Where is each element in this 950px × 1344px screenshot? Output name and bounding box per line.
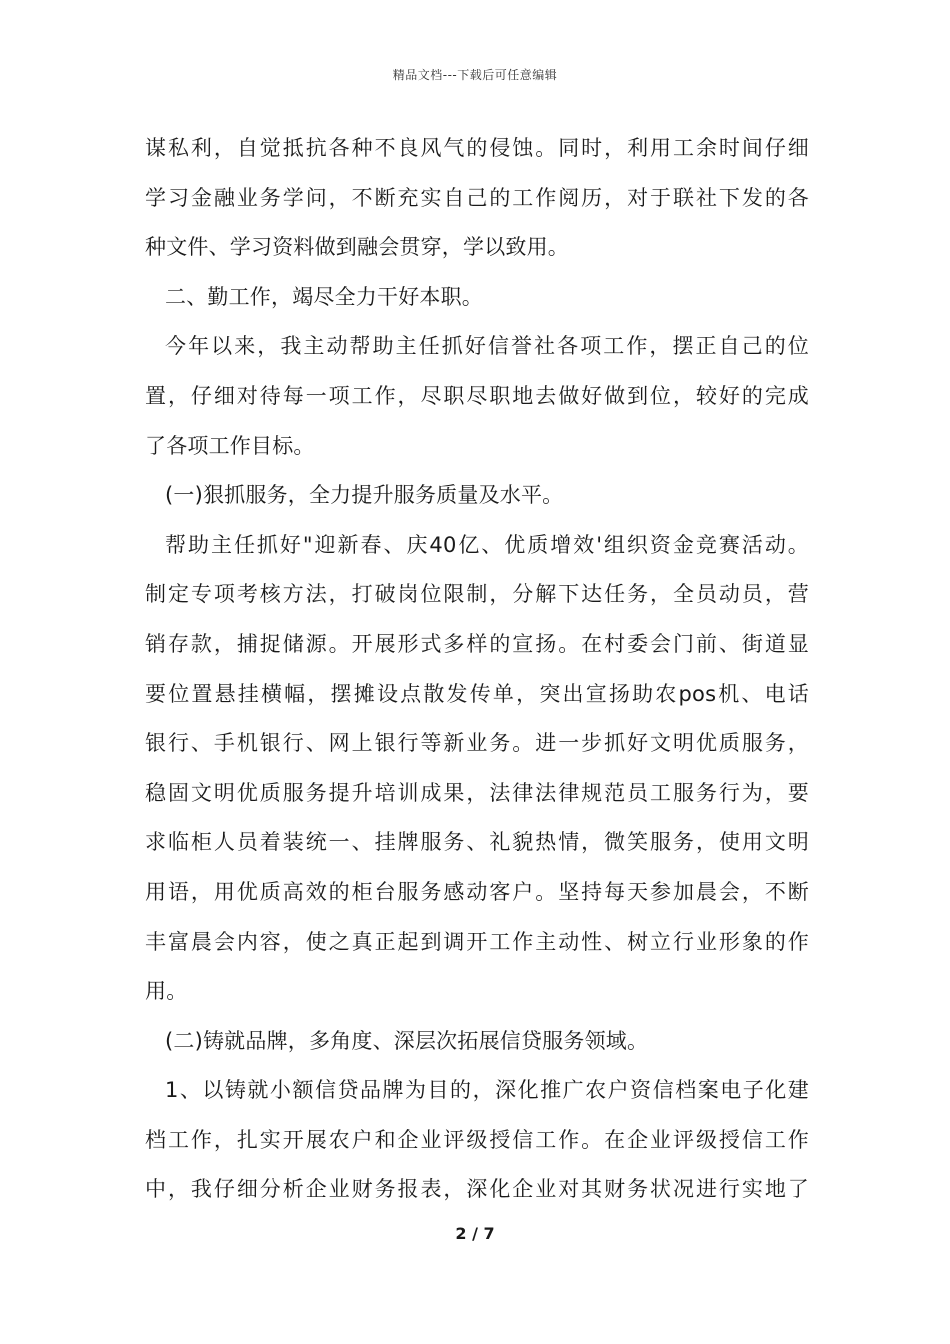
text-line: 要位置悬挂横幅，摆摊设点散发传单，突出宣扬助农pos机、电话	[145, 681, 809, 706]
text-line: 档工作，扎实开展农户和企业评级授信工作。在企业评级授信工作	[145, 1127, 809, 1152]
text-line: 制定专项考核方法，打破岗位限制，分解下达任务，全员动员，营	[145, 582, 809, 607]
text-line: 1、以铸就小额信贷品牌为目的，深化推广农户资信档案电子化建	[165, 1078, 809, 1103]
text-line: 求临柜人员着装统一、挂牌服务、礼貌热情，微笑服务，使用文明	[145, 830, 809, 855]
text-line: 种文件、学习资料做到融会贯穿，学以致用。	[145, 235, 569, 260]
text-line: (二)铸就品牌，多角度、深层次拓展信贷服务领域。	[165, 1028, 649, 1053]
text-line: 丰富晨会内容，使之真正起到调开工作主动性、树立行业形象的作	[145, 929, 809, 954]
text-line: (一)狠抓服务，全力提升服务质量及水平。	[165, 483, 564, 508]
text-line: 学习金融业务学问，不断充实自己的工作阅历，对于联社下发的各	[145, 185, 809, 210]
text-line: 帮助主任抓好"迎新春、庆40亿、优质增效'组织资金竞赛活动。	[165, 532, 809, 557]
text-line: 稳固文明优质服务提升培训成果，法律法律规范员工服务行为，要	[145, 780, 809, 805]
text-line: 谋私利，自觉抵抗各种不良风气的侵蚀。同时，利用工余时间仔细	[145, 136, 809, 160]
page-header: 精品文档---下载后可任意编辑	[392, 68, 558, 82]
text-line: 用语，用优质高效的柜台服务感动客户。坚持每天参加晨会，不断	[145, 879, 809, 904]
text-line: 置，仔细对待每一项工作，尽职尽职地去做好做到位，较好的完成	[145, 383, 809, 408]
text-line: 今年以来，我主动帮助主任抓好信誉社各项工作，摆正自己的位	[165, 334, 809, 359]
text-line: 了各项工作目标。	[145, 433, 315, 458]
text-line: 中，我仔细分析企业财务报表，深化企业对其财务状况进行实地了	[145, 1177, 809, 1202]
text-line: 销存款，捕捉储源。开展形式多样的宣扬。在村委会门前、街道显	[145, 631, 809, 656]
text-line: 用。	[145, 979, 188, 1004]
text-line: 银行、手机银行、网上银行等新业务。进一步抓好文明优质服务，	[145, 731, 809, 756]
page-number: 2 / 7	[455, 1224, 495, 1243]
text-line: 二、勤工作，竭尽全力干好本职。	[165, 284, 483, 309]
document-body	[145, 124, 809, 1215]
